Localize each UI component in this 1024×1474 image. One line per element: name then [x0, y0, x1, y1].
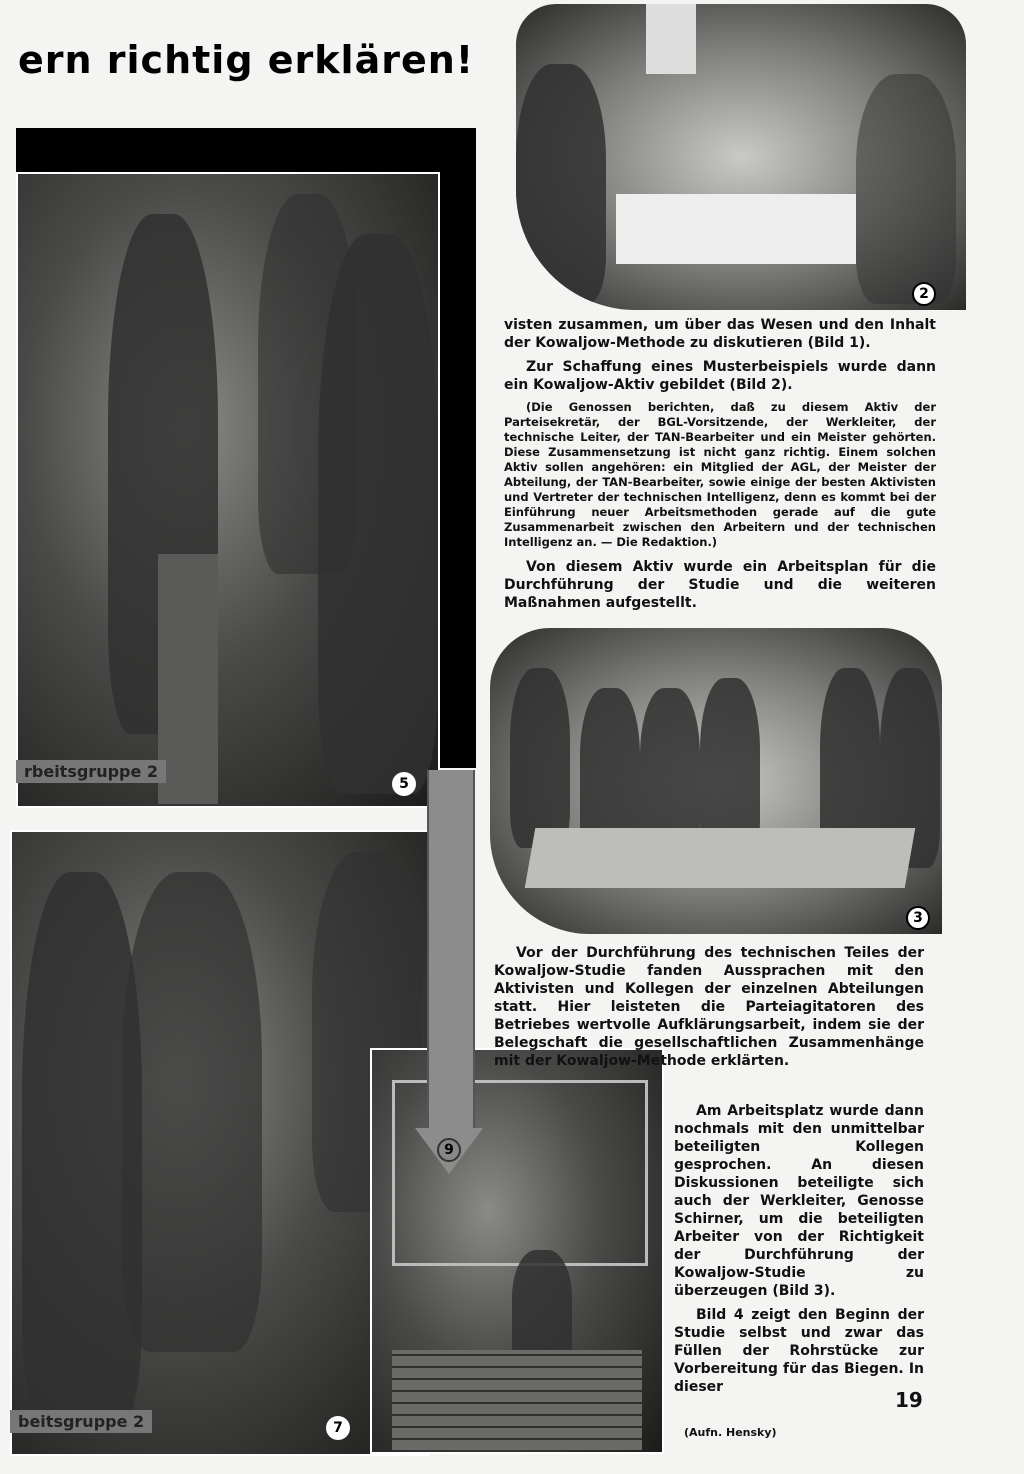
- page-number: 19: [895, 1388, 923, 1412]
- photo-bild-7: [10, 830, 430, 1456]
- photo-bild-3: [490, 628, 942, 934]
- group-label-bild-5: rbeitsgruppe 2: [16, 760, 166, 783]
- text-column-mid-narrow: [674, 1102, 924, 1402]
- paragraph: Zur Schaffung eines Musterbeispiels wurde dann ein Kowaljow-Aktiv gebildet (Bild 2).: [504, 359, 936, 393]
- badge-bild-3: 3: [906, 906, 930, 930]
- arrow-shaft: [427, 770, 475, 1130]
- headline: ern richtig erklären!: [18, 38, 475, 82]
- photo-credit: (Aufn. Hensky): [684, 1426, 777, 1439]
- paragraph: visten zusammen, um über das Wesen und den Inhalt der Kowaljow-Methode zu diskutieren (Bild 1).: [504, 317, 936, 351]
- group-label-bild-7: beitsgruppe 2: [10, 1410, 152, 1433]
- text-column-top: [504, 316, 936, 618]
- badge-bild-7: 7: [326, 1416, 350, 1440]
- badge-bild-2: 2: [912, 282, 936, 306]
- paragraph: Bild 4 zeigt den Beginn der Studie selbst und zwar das Füllen der Rohrstücke zur Vorbereitung für das Biegen. In dieser: [674, 1307, 924, 1395]
- editorial-note: (Die Genossen berichten, daß zu diesem Aktiv der Parteisekretär, der BGL-Vorsitzende, der Werkleiter, der technische Leiter, der TAN-Bearbeiter und ein Meister gehörten. Diese Zusammensetzung ist nicht ganz richtig. Einem solchen Aktiv sollen angehören: ein Mitglied der AGL, der Meister der Abteilung, der TAN-Bearbeiter, sowie einige der besten Aktivisten und Vertreter der technischen Intelligenz, denn es kommt bei der Einführung neuer Arbeitsmethoden gerade auf die gute Zusammenarbeit zwischen den Arbeitern und der technischen Intelligenz an. — Die Redaktion.): [504, 400, 936, 549]
- paragraph: Von diesem Aktiv wurde ein Arbeitsplan für die Durchführung der Studie und die weiteren Maßnahmen aufgestellt.: [504, 559, 936, 611]
- photo-bild-5: [16, 172, 440, 808]
- photo-bild-9: [370, 1048, 664, 1454]
- badge-bild-5: 5: [392, 772, 416, 796]
- text-column-mid-wide: [494, 944, 924, 1076]
- badge-arrow: 9: [437, 1138, 461, 1162]
- photo-bild-2: [516, 4, 966, 310]
- paragraph: Am Arbeitsplatz wurde dann nochmals mit den unmittelbar beteiligten Kollegen gesprochen. An diesen Diskussionen beteiligte sich auch der Werkleiter, Genosse Schirner, um die beteiligten Arbeiter von der Richtigkeit der Durchführung der Kowaljow-Studie zu überzeugen (Bild 3).: [674, 1103, 924, 1299]
- paragraph: Vor der Durchführung des technischen Teiles der Kowaljow-Studie fanden Aussprachen mit den Aktivisten und Kollegen der einzelnen Abteilungen statt. Hier leisteten die Parteiagitatoren des Betriebes wertvolle Aufklärungsarbeit, indem sie der Belegschaft die gesellschaftlichen Zusammenhänge mit der Kowaljow-Methode erklärten.: [494, 945, 924, 1069]
